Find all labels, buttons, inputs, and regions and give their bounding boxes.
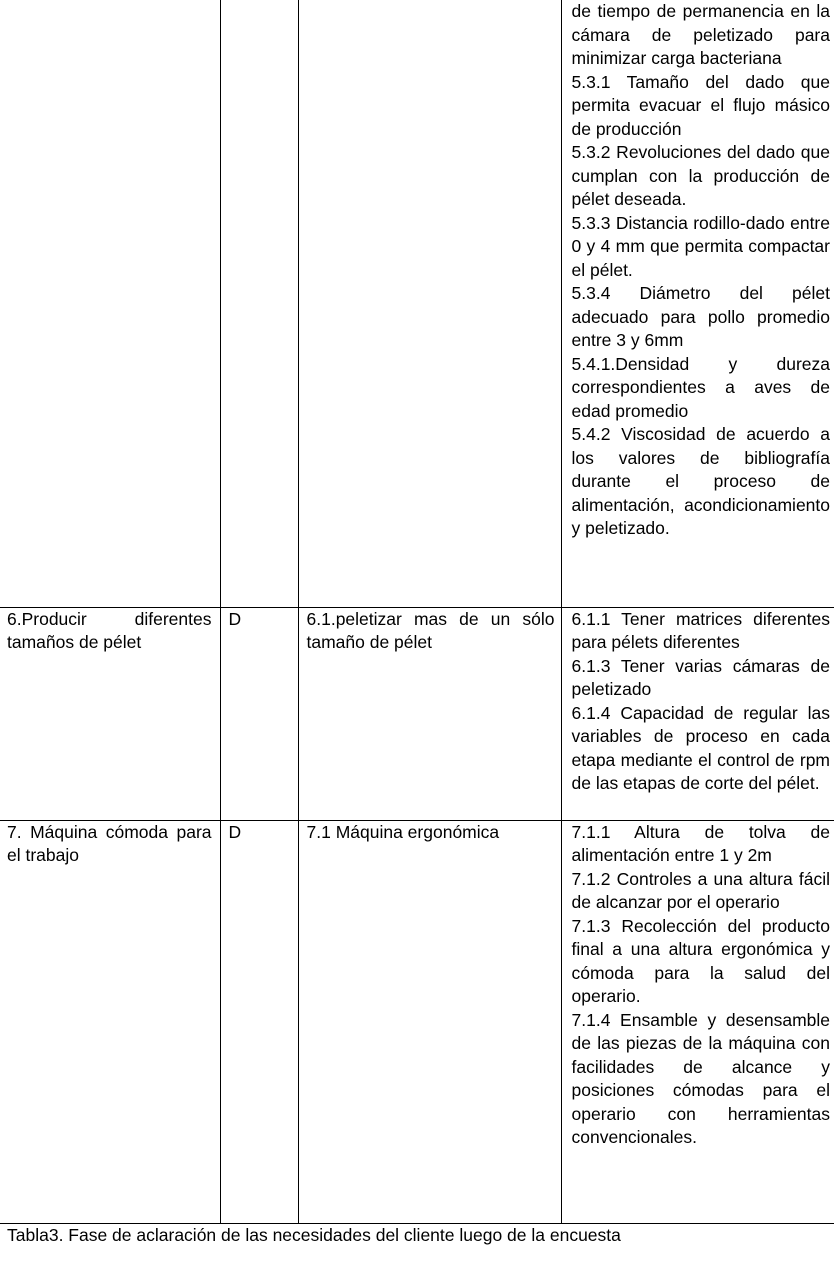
specs-cell xyxy=(561,820,834,1223)
type-cell xyxy=(220,0,298,607)
metric-cell: 7.1 Máquina ergonómica xyxy=(298,820,561,1223)
spec-item: 7.1.1 Altura de tolva de alimentación entre 1 y 2m xyxy=(571,821,830,865)
spec-item: 6.1.1 Tener matrices diferentes para pélets diferentes xyxy=(571,608,830,652)
table-caption: Tabla3. Fase de aclaración de las necesidades del cliente luego de la encuesta xyxy=(7,1225,621,1245)
table-row xyxy=(0,0,834,607)
metric-cell: 6.1.peletizar mas de un sólo tamaño de pélet xyxy=(298,607,561,820)
need-cell: 6.Producir diferentes tamaños de pélet xyxy=(0,607,220,820)
spec-item: 6.1.3 Tener varias cámaras de peletizado xyxy=(571,655,830,699)
spec-item: 7.1.2 Controles a una altura fácil de alcanzar por el operario xyxy=(571,868,830,912)
type-cell: D xyxy=(220,820,298,1223)
specs-cell xyxy=(561,0,834,607)
spec-item: 5.4.1.Densidad y dureza correspondientes a aves de edad promedio xyxy=(571,353,830,421)
table-row xyxy=(0,607,834,820)
table-row xyxy=(0,820,834,1223)
type-cell: D xyxy=(220,607,298,820)
spec-item: 7.1.3 Recolección del producto final a una altura ergonómica y cómoda para la salud del operario. xyxy=(571,915,830,1006)
metric-cell xyxy=(298,0,561,607)
spec-item: de tiempo de permanencia en la cámara de peletizado para minimizar carga bacteriana xyxy=(571,1,830,68)
spec-item: 7.1.4 Ensamble y desensamble de las piezas de la máquina con facilidades de alcance y posiciones cómodas para el operario con herramientas convencionales. xyxy=(571,1009,830,1147)
spec-item: 5.3.1 Tamaño del dado que permita evacuar el flujo másico de producción xyxy=(571,71,830,139)
spec-item: 6.1.4 Capacidad de regular las variables de proceso en cada etapa mediante el control de rpm de las etapas de corte del pélet. xyxy=(571,702,830,793)
specs-cell xyxy=(561,607,834,820)
spec-item: 5.4.2 Viscosidad de acuerdo a los valores de bibliografía durante el proceso de alimentación, acondicionamiento y peletizado. xyxy=(571,424,830,538)
need-cell xyxy=(0,0,220,607)
spec-item: 5.3.3 Distancia rodillo-dado entre 0 y 4 mm que permita compactar el pélet. xyxy=(571,212,830,280)
need-cell: 7. Máquina cómoda para el trabajo xyxy=(0,820,220,1223)
spec-item: 5.3.4 Diámetro del pélet adecuado para pollo promedio entre 3 y 6mm xyxy=(571,283,830,350)
spec-item: 5.3.2 Revoluciones del dado que cumplan con la producción de pélet deseada. xyxy=(571,142,830,209)
